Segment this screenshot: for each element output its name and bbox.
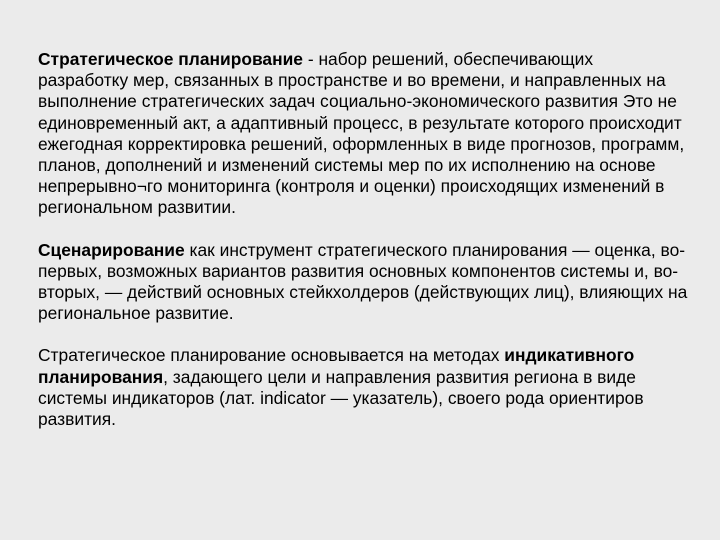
- definition-text: - набор решений, обеспечивающих разработку мер, связанных в пространстве и во времени, и направленных на выполнение стратегических задач социально-экономического развития Это не единовременный акт, а адаптивный процесс, в результате которого происходит ежегодная корректировка решений, оформленных в виде прогнозов, программ, планов, дополнений и изменений системы мер по их исполнению на основе непрерывно¬го мониторинга (контроля и оценки) происходящих изменений в региональном развитии.: [38, 49, 685, 218]
- indicative-paragraph: [38, 345, 688, 430]
- term-indicative-planning: индикативного планирования: [38, 345, 635, 387]
- scenario-text: как инструмент стратегического планирования — оценка, во-первых, возможных вариантов развития основных компонентов системы и, во-вторых, — действий основных стейкхолдеров (действующих лиц), влияющих на региональное развитие.: [38, 239, 688, 324]
- scenario-paragraph: [38, 240, 688, 325]
- definition-paragraph: [38, 49, 688, 219]
- term-strategic-planning: Стратегическое планирование: [38, 49, 303, 69]
- term-scenario: Сценарирование: [38, 239, 185, 260]
- indicative-text-after: , задающего цели и направления развития региона в виде системы индикаторов (лат. indicator — указатель), своего рода ориентиров развития.: [38, 366, 644, 430]
- indicative-text-before: Стратегическое планирование основывается на методах: [38, 345, 505, 366]
